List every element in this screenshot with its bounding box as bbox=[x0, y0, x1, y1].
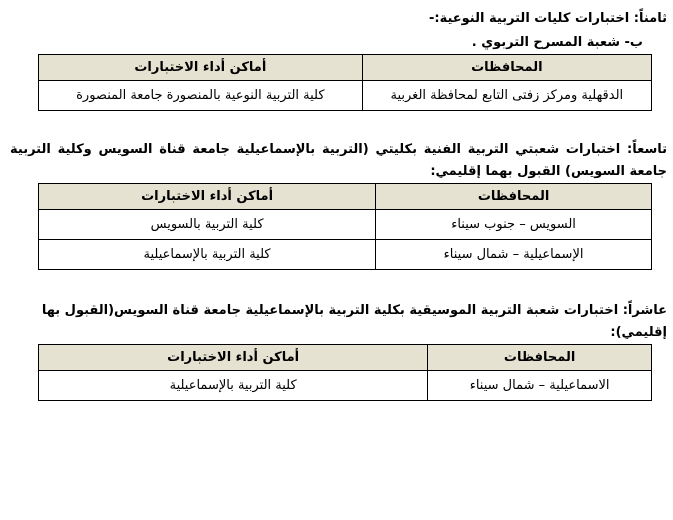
exam-location-cell: كلية التربية بالسويس bbox=[39, 210, 376, 240]
section-ninth-heading: تاسعاً: اختبارات شعبتي التربية الفنية بكليتي (التربية بالإسماعيلية جامعة قناة السويس وكلية التربية جامعة السويس) القبول بهما إقليمي: bbox=[10, 142, 667, 179]
music-education-exams-table bbox=[38, 344, 652, 401]
table-row bbox=[39, 210, 652, 240]
governorates-header-cell: المحافظات bbox=[428, 345, 652, 371]
art-education-exams-table bbox=[38, 183, 652, 270]
exam-locations-header-cell: أماكن أداء الاختبارات bbox=[39, 184, 376, 210]
table-row bbox=[39, 240, 652, 270]
exam-location-cell: كلية التربية بالإسماعيلية bbox=[39, 371, 428, 401]
governorate-cell: السويس – جنوب سيناء bbox=[376, 210, 652, 240]
exam-locations-header-cell: أماكن أداء الاختبارات bbox=[39, 55, 363, 81]
table-header-row bbox=[39, 55, 652, 81]
table-row bbox=[39, 371, 652, 401]
table-header-row bbox=[39, 184, 652, 210]
exam-location-cell: كلية التربية بالإسماعيلية bbox=[39, 240, 376, 270]
section-eighth-subheading: ب- شعبة المسرح التربوي . bbox=[471, 35, 643, 50]
table-row bbox=[39, 81, 652, 111]
exam-location-cell: كلية التربية النوعية بالمنصورة جامعة المنصورة bbox=[39, 81, 363, 111]
section-tenth-heading: عاشراً: اختبارات شعبة التربية الموسيقية بكلية التربية بالإسماعيلية جامعة قناة السويس(القبول بها إقليمي): bbox=[41, 303, 667, 340]
section-eighth-heading: ثامناً: اختبارات كليات التربية النوعية:- bbox=[428, 11, 667, 26]
governorate-cell: الإسماعيلية – شمال سيناء bbox=[376, 240, 652, 270]
governorate-cell: الاسماعيلية – شمال سيناء bbox=[428, 371, 652, 401]
governorate-cell: الدقهلية ومركز زفتى التابع لمحافظة الغربية bbox=[362, 81, 651, 111]
governorates-header-cell: المحافظات bbox=[362, 55, 651, 81]
exam-locations-header-cell: أماكن أداء الاختبارات bbox=[39, 345, 428, 371]
governorates-header-cell: المحافظات bbox=[376, 184, 652, 210]
document-page bbox=[0, 8, 673, 520]
educational-colleges-exams-table bbox=[38, 54, 652, 111]
table-header-row bbox=[39, 345, 652, 371]
